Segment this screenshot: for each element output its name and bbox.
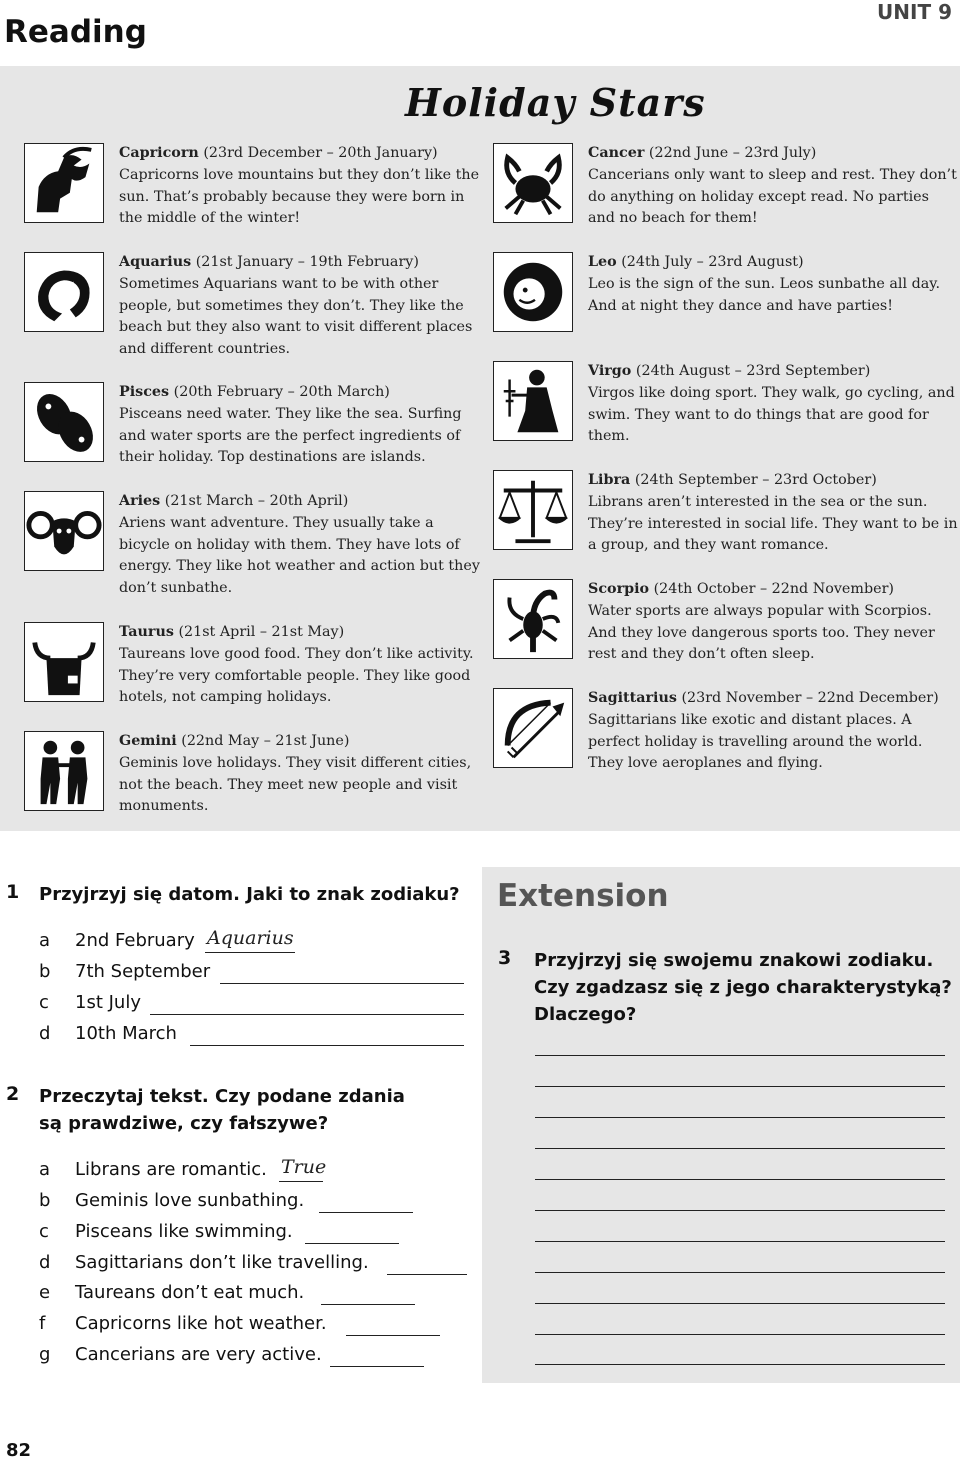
sign-dates: (24th October – 22nd November) (653, 581, 894, 597)
answer-line[interactable] (346, 1335, 440, 1336)
sign-description: Geminis love holidays. They visit different cities, not the beach. They meet new people and visit monuments. (119, 754, 472, 815)
answer-line[interactable] (387, 1274, 467, 1275)
exercise-2-item (39, 1251, 369, 1275)
sign-dates: (23rd December – 20th January) (203, 145, 438, 161)
exercise-2-item (39, 1158, 267, 1182)
sign-dates: (24th September – 23rd October) (634, 472, 877, 488)
exercise-2-item (39, 1281, 304, 1305)
sign-description: Cancerians only want to sleep and rest. They don’t do anything on holiday except read. No parties and no beach for them! (588, 166, 957, 227)
item-letter: a (39, 1159, 51, 1180)
answer-line[interactable] (305, 1243, 399, 1244)
writing-line[interactable] (535, 1210, 945, 1211)
answer-line[interactable] (190, 1045, 464, 1046)
exercise-2-item (39, 1343, 322, 1367)
sagittarius-icon (493, 688, 573, 768)
item-text: 7th September (75, 961, 211, 982)
sign-dates: (23rd November – 22nd December) (681, 690, 939, 706)
writing-line[interactable] (535, 1179, 945, 1180)
capricorn-icon (24, 143, 104, 223)
item-text: 2nd February (75, 930, 195, 951)
writing-line[interactable] (535, 1272, 945, 1273)
item-text: Sagittarians don’t like travelling. (75, 1252, 369, 1273)
answer-line[interactable] (319, 1212, 413, 1213)
exercise-1-item (39, 991, 141, 1015)
writing-line[interactable] (535, 1117, 945, 1118)
item-text: Librans are romantic. (75, 1159, 267, 1180)
page-number: 82 (6, 1440, 32, 1461)
sign-dates: (21st March – 20th April) (164, 493, 349, 509)
sign-name: Cancer (588, 145, 645, 161)
exercise-3-prompt (534, 947, 952, 1028)
sign-name: Pisces (119, 384, 170, 400)
item-text: Pisceans like swimming. (75, 1221, 293, 1242)
exercise-1-prompt: Przyjrzyj się datom. Jaki to znak zodiaku? (39, 884, 460, 905)
aquarius-icon (24, 252, 104, 332)
exercise-1-answer-a: Aquarius (207, 927, 294, 949)
leo-icon (493, 252, 573, 332)
exercise-2-item (39, 1220, 293, 1244)
writing-line[interactable] (535, 1334, 945, 1335)
unit-label: UNIT 9 (877, 0, 952, 24)
item-letter: d (39, 1252, 51, 1273)
exercise-2-number: 2 (6, 1083, 20, 1105)
sign-description: Water sports are always popular with Scorpios. And they love dangerous sports too. They never rest and they don’t often sleep. (588, 602, 935, 663)
sign-dates: (24th August – 23rd September) (635, 363, 871, 379)
sign-description: Librans aren’t interested in the sea or the sun. They’re interested in social life. They want to be in a group, and they want romance. (588, 493, 958, 554)
sign-dates: (22nd May – 21st June) (181, 733, 350, 749)
item-text: 1st July (75, 992, 141, 1013)
sign-description: Capricorns love mountains but they don’t like the sun. That’s probably because they were born in the middle of the winter! (119, 166, 480, 227)
libra-icon (493, 470, 573, 550)
answer-line[interactable] (330, 1366, 424, 1367)
item-letter: c (39, 1221, 49, 1242)
cancer-icon (493, 143, 573, 223)
item-letter: e (39, 1282, 51, 1303)
sign-name: Libra (588, 472, 631, 488)
sign-dates: (21st April – 21st May) (178, 624, 345, 640)
item-text: 10th March (75, 1023, 177, 1044)
sign-name: Sagittarius (588, 690, 677, 706)
sign-name: Leo (588, 254, 617, 270)
gemini-icon (24, 731, 104, 811)
item-letter: g (39, 1344, 51, 1365)
exercise-1-number: 1 (6, 881, 20, 903)
sign-dates: (22nd June – 23rd July) (648, 145, 817, 161)
exercise-1-item (39, 960, 210, 984)
sign-name: Aries (119, 493, 161, 509)
writing-line[interactable] (535, 1086, 945, 1087)
exercise-2-prompt-line-1: Przeczytaj tekst. Czy podane zdania (39, 1086, 405, 1107)
sign-description: Sometimes Aquarians want to be with other people, but sometimes they don’t. They like the beach but they also want to visit different places and different countries. (119, 275, 473, 358)
aries-icon (24, 491, 104, 571)
sign-dates: (20th February – 20th March) (173, 384, 390, 400)
sign-description: Virgos like doing sport. They walk, go cycling, and swim. They want to do things that are good for them. (588, 384, 955, 445)
sign-name: Capricorn (119, 145, 199, 161)
exercise-3-prompt-line-1: Przyjrzyj się swojemu znakowi zodiaku. (534, 950, 934, 971)
exercise-2-item (39, 1312, 327, 1336)
pisces-icon (24, 382, 104, 462)
writing-line[interactable] (535, 1364, 945, 1365)
virgo-icon (493, 361, 573, 441)
exercise-3-number: 3 (498, 947, 512, 969)
answer-line[interactable] (279, 1181, 323, 1182)
sign-name: Taurus (119, 624, 174, 640)
item-text: Geminis love sunbathing. (75, 1190, 305, 1211)
answer-line[interactable] (321, 1304, 415, 1305)
answer-line[interactable] (205, 952, 295, 953)
exercise-2-answer-a: True (281, 1156, 327, 1178)
exercise-2-item (39, 1189, 304, 1213)
extension-panel (482, 867, 960, 1383)
writing-line[interactable] (535, 1241, 945, 1242)
exercise-2-prompt (39, 1083, 405, 1137)
scorpio-icon (493, 579, 573, 659)
exercise-1-item (39, 929, 195, 953)
writing-line[interactable] (535, 1148, 945, 1149)
reading-title: Holiday Stars (405, 80, 706, 125)
item-letter: f (39, 1313, 46, 1334)
item-letter: a (39, 930, 51, 951)
answer-line[interactable] (150, 1014, 464, 1015)
taurus-icon (24, 622, 104, 702)
writing-line[interactable] (535, 1055, 945, 1056)
item-letter: c (39, 992, 49, 1013)
sign-name: Virgo (588, 363, 632, 379)
sign-name: Scorpio (588, 581, 650, 597)
exercise-1-item (39, 1022, 177, 1046)
item-text: Taureans don’t eat much. (75, 1282, 305, 1303)
exercise-3-prompt-line-3: Dlaczego? (534, 1004, 637, 1025)
sign-description: Pisceans need water. They like the sea. Surfing and water sports are the perfect ingredients of their holiday. Top destinations are islands. (119, 405, 462, 466)
item-text: Capricorns like hot weather. (75, 1313, 327, 1334)
writing-line[interactable] (535, 1303, 945, 1304)
extension-title: Extension (497, 878, 669, 914)
sign-description: Ariens want adventure. They usually take a bicycle on holiday with them. They have lots of energy. They like hot weather and action but they don’t sunbathe. (119, 514, 480, 597)
page-section-title: Reading (4, 14, 147, 50)
item-text: Cancerians are very active. (75, 1344, 322, 1365)
item-letter: b (39, 1190, 51, 1211)
sign-description: Sagittarians like exotic and distant places. A perfect holiday is travelling around the world. They love aeroplanes and flying. (588, 711, 923, 772)
exercise-3-prompt-line-2: Czy zgadzasz się z jego charakterystyką? (534, 977, 952, 998)
item-letter: d (39, 1023, 51, 1044)
sign-description: Leo is the sign of the sun. Leos sunbathe all day. And at night they dance and have parties! (588, 275, 941, 314)
sign-name: Gemini (119, 733, 177, 749)
sign-description: Taureans love good food. They don’t like activity. They’re very comfortable people. They like good hotels, not camping holidays. (119, 645, 474, 706)
sign-dates: (24th July – 23rd August) (621, 254, 804, 270)
sign-name: Aquarius (119, 254, 192, 270)
exercise-2-prompt-line-2: są prawdziwe, czy fałszywe? (39, 1113, 329, 1134)
item-letter: b (39, 961, 51, 982)
answer-line[interactable] (220, 983, 464, 984)
sign-dates: (21st January – 19th February) (195, 254, 419, 270)
